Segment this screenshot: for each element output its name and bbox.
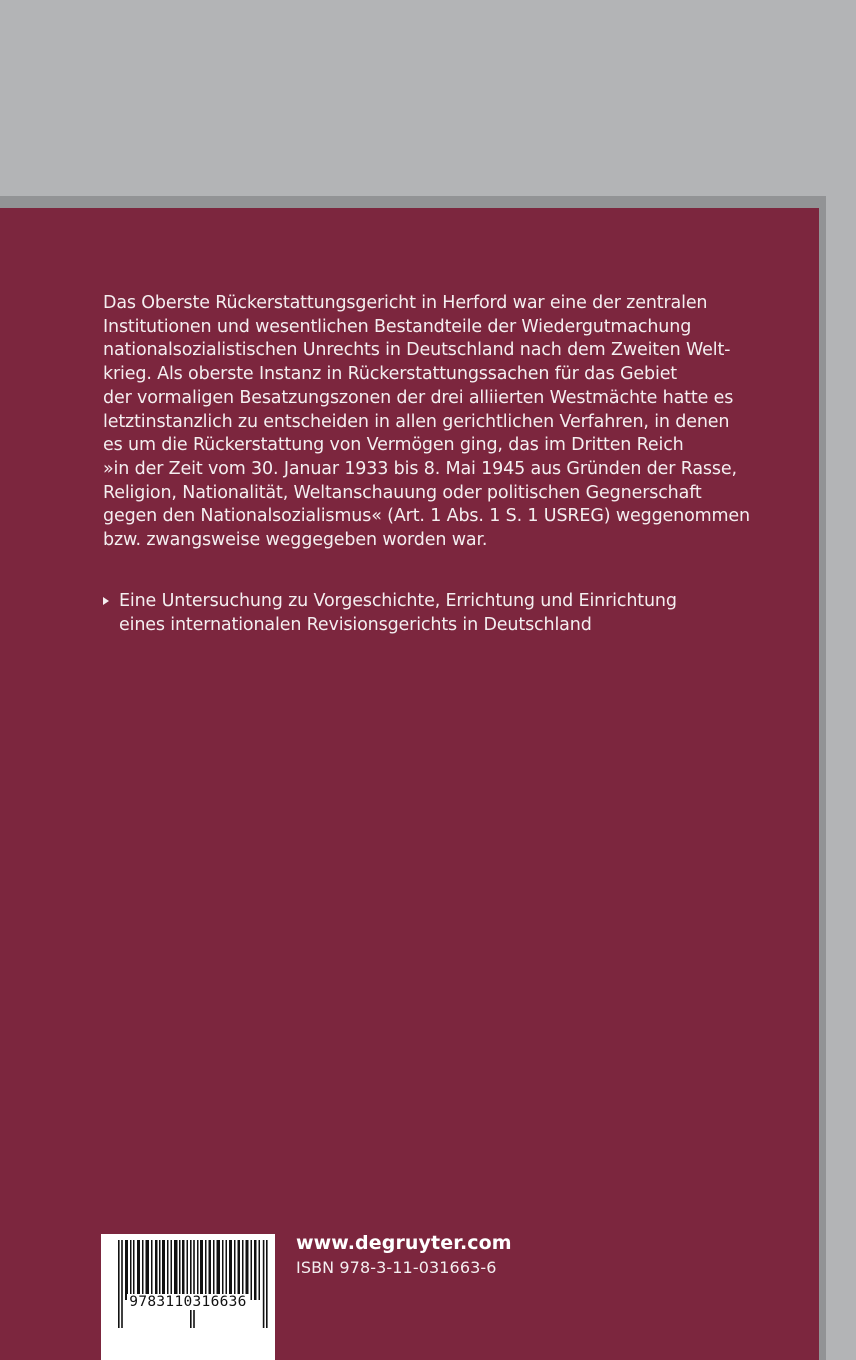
blurb-line: Institutionen und wesentlichen Bestandteile der Wiedergutmachung bbox=[103, 316, 692, 337]
back-cover bbox=[0, 208, 819, 1360]
blurb-line: bzw. zwangsweise weggegeben worden war. bbox=[103, 530, 488, 551]
publisher-url[interactable]: www.degruyter.com bbox=[296, 1232, 512, 1254]
blurb-line: gegen den Nationalsozialismus« (Art. 1 Abs. 1 S. 1 USREG) weggenommen bbox=[103, 506, 750, 527]
blurb-line: letztinstanzlich zu entscheiden in allen gerichtlichen Verfahren, in denen bbox=[103, 411, 730, 432]
bullet-line: eines internationalen Revisionsgerichts in Deutschland bbox=[119, 614, 592, 635]
barcode-icon bbox=[118, 1240, 268, 1328]
barcode-digits-text: 9783110316636 bbox=[129, 1294, 247, 1310]
barcode-number bbox=[101, 1294, 275, 1310]
isbn-barcode bbox=[101, 1234, 275, 1360]
bullet-line: Eine Untersuchung zu Vorgeschichte, Errichtung und Einrichtung bbox=[119, 591, 677, 611]
blurb-line: nationalsozialistischen Unrechts in Deutschland nach dem Zweiten Welt- bbox=[103, 340, 731, 361]
blurb-line: krieg. Als oberste Instanz in Rückerstattungssachen für das Gebiet bbox=[103, 364, 678, 385]
blurb-line: Das Oberste Rückerstattungsgericht in Herford war eine der zentralen bbox=[103, 293, 708, 313]
cover-blurb bbox=[103, 292, 763, 553]
blurb-line: Religion, Nationalität, Weltanschauung oder politischen Gegnerschaft bbox=[103, 482, 702, 503]
isbn-text: ISBN 978-3-11-031663-6 bbox=[296, 1258, 497, 1277]
bullet-point bbox=[103, 590, 743, 637]
blurb-line: der vormaligen Besatzungszonen der drei alliierten Westmächte hatte es bbox=[103, 387, 734, 408]
triangle-bullet-icon bbox=[103, 597, 109, 605]
blurb-line: »in der Zeit vom 30. Januar 1933 bis 8. Mai 1945 aus Gründen der Rasse, bbox=[103, 458, 737, 479]
blurb-line: es um die Rückerstattung von Vermögen ging, das im Dritten Reich bbox=[103, 435, 684, 456]
publisher-info bbox=[296, 1232, 512, 1277]
